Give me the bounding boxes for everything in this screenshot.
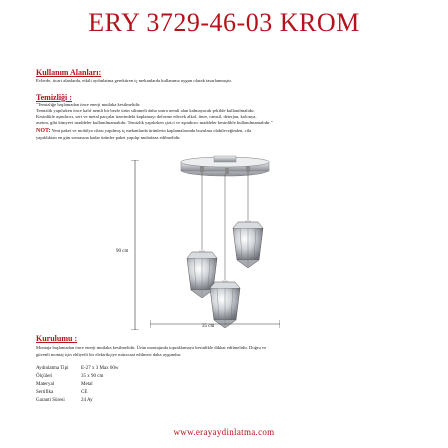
pendant-right (233, 220, 263, 268)
spec-value: E-27 x 3 Max 60w (81, 366, 119, 371)
spec-key: Aydınlatma Tipi (36, 366, 69, 371)
spec-row (36, 390, 176, 398)
height-label: 90 cm (116, 249, 129, 254)
installation-heading: Kurulumu : (36, 334, 78, 343)
spec-row (36, 374, 176, 382)
canopy (181, 156, 269, 176)
spec-key: Ölçüleri (36, 374, 53, 379)
spec-row (36, 398, 176, 406)
spec-value: 35 x 90 cm (81, 374, 104, 379)
note-line2: yapıldıktan en gün sonrasına kadar ürünler paket yapılıp muhafaza edilmelidir. (36, 135, 181, 140)
spec-value: CE (81, 390, 88, 395)
usage-heading: Kullanım Alanları: (36, 68, 102, 77)
installation-line1: Montaja başlamadan önce enerji mutlaka kesilmelidir. Ürün montajında topraklamaya kesinlikle dikkat edilmelidir. Doğru ve (36, 345, 267, 350)
note-label: NOT: (36, 128, 51, 134)
website-link[interactable]: www.erayaydinlatma.com (173, 427, 275, 437)
spec-row (36, 366, 176, 374)
width-dimension-line (150, 318, 280, 330)
spec-key: Garanti Süresi (36, 398, 65, 403)
cleaning-heading: Temizliği : (36, 93, 72, 102)
note-line1: Yeni paket ve mobilya cilası yapılmış iç mekanlarda ürünlerin kaplamalarında bozulma olabileceğinden, cila (51, 128, 252, 133)
cleaning-line: aseton, gibi kimyevi maddeler kullanılmamalıdır. Temizlik yapılırken çizici ve aşındırıcı maddeler kesinlikle kullanılmamalıdır." (36, 120, 273, 125)
spec-row (36, 382, 176, 390)
spec-value: 24 Ay (81, 398, 93, 403)
height-dimension-line (125, 160, 145, 330)
product-title: ERY 3729-46-03 KROM (88, 8, 360, 37)
cleaning-line: "Temizliğe başlamadan önce enerji mutlaka kesilmelidir. (36, 102, 141, 107)
note-block (36, 128, 436, 134)
spec-key: Materyal (36, 382, 55, 387)
spec-value: Metal (81, 382, 93, 387)
chandelier-illustration (120, 140, 330, 340)
width-label: 35 cm (202, 324, 215, 329)
cleaning-line: Temizlik yapılırken önce kalıf nemli bir bezle ürün silinmeli daha sonra nemli alan kalmayacak şekilde kullanılmalıdır. (36, 108, 255, 113)
spec-key: Sertifika (36, 390, 54, 395)
usage-text: Evlerde, ticari alanlarda, etkili aydınlatma gerektiren iç mekanlarda kullanıma uygun olarak tasarlanmıştır. (36, 78, 232, 83)
installation-line2: güvenli montaj için ehliyetli bir elektrikçiye müracaat edilmesi daha uygundur. (36, 352, 182, 357)
cleaning-line: Kesinlikle aşındırıcı, sert ve metal parçalar üzerindeki kaplamayı deforme edecek alkol, tiner, camsil, deterjan, kolonya, (36, 114, 257, 119)
cleaning-text (36, 102, 436, 126)
